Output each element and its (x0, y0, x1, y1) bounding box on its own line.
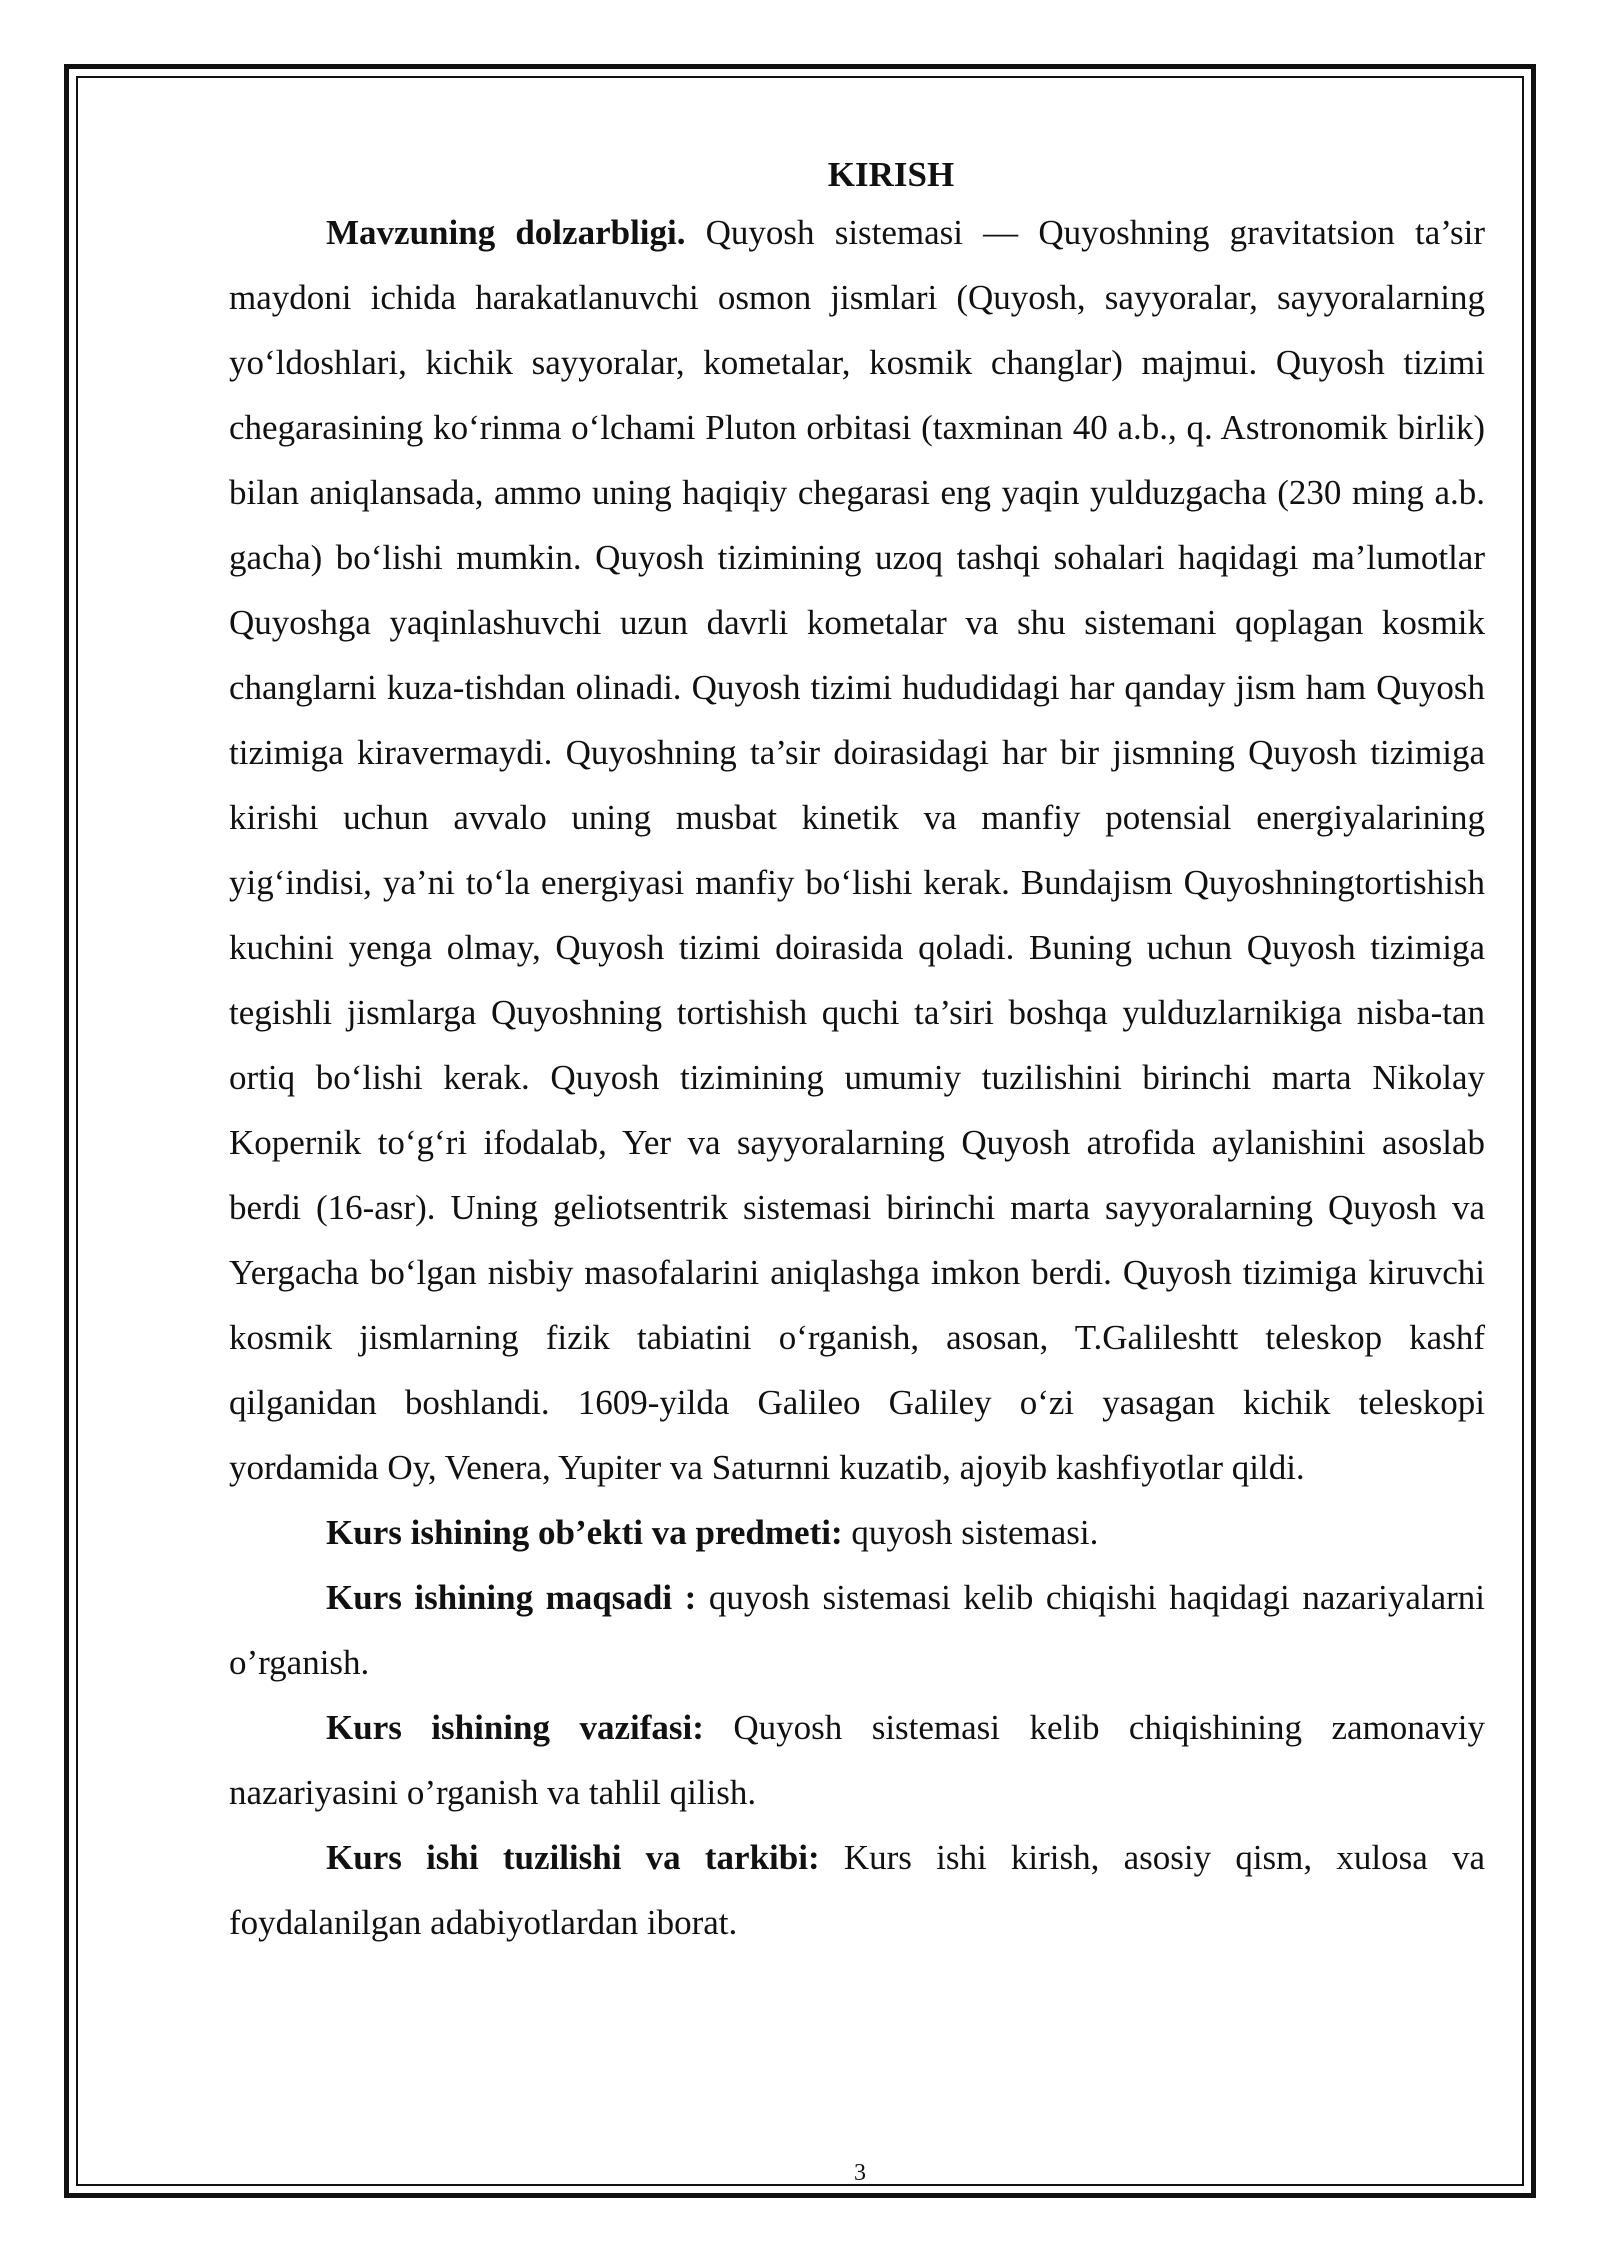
paragraph-text: Quyosh sistemasi kelib chiqishining zamonaviy nazariyasini o’rganish va tahlil qilish. (229, 1708, 1485, 1812)
paragraph-text: Quyosh sistemasi — Quyoshning gravitatsion ta’sir maydoni ichida harakatlanuvchi osmon jismlari (Quyosh, sayyoralar, sayyoralarning yo‘ldoshlari, kichik sayyoralar, kometalar, kosmik changlar) majmui. Quyosh tizimi chegarasining ko‘rinma o‘lchami Pluton orbitasi (taxminan 40 a.b., q. Astronomik birlik) bilan aniqlansada, ammo uning haqiqiy chegarasi eng yaqin yulduzgacha (230 ming a.b. gacha) bo‘lishi mumkin. Quyosh tizimining uzoq tashqi sohalari haqidagi ma’lumotlar Quyoshga yaqinlashuvchi uzun davrli kometalar va shu sistemani qoplagan kosmik changlarni kuza-tishdan olinadi. Quyosh tizimi hududidagi har qanday jism ham Quyosh tizimiga kiravermaydi. Quyoshning ta’sir doirasidagi har bir jismning Quyosh tizimiga kirishi uchun avvalo uning musbat kinetik va manfiy potensial energiyalarining yig‘indisi, ya’ni to‘la energiyasi manfiy bo‘lishi kerak. Bundajism Quyoshningtortishish kuchini yenga olmay, Quyosh tizimi doirasida qoladi. Buning uchun Quyosh tizimiga tegishli jismlarga Quyoshning tortishish quchi ta’siri boshqa yulduzlarnikiga nisba-tan ortiq bo‘lishi kerak. Quyosh tizimining umumiy tuzilishini birinchi marta Nikolay Kopernik to‘g‘ri ifodalab, Yer va sayyoralarning Quyosh atrofida aylanishini asoslab berdi (16-asr). Uning geliotsentrik sistemasi birinchi marta sayyoralarning Quyosh va Yergacha bo‘lgan nisbiy masofalarini aniqlashga imkon berdi. Quyosh tizimiga kiruvchi kosmik jismlarning fizik tabiatini o‘rganish, asosan, T.Galileshtt teleskop kashf qilganidan boshlandi. 1609-yilda Galileo Galiley o‘zi yasagan kichik teleskopi yordamida Oy, Venera, Yupiter va Saturnni kuzatib, ajoyib kashfiyotlar qildi. (229, 213, 1485, 1487)
paragraph-lead: Kurs ishining vazifasi: (326, 1708, 704, 1747)
paragraph-relevance (229, 200, 1485, 1500)
page-number: 3 (854, 2160, 866, 2186)
paragraph-goal (229, 1565, 1485, 1695)
paragraph-lead: Kurs ishining ob’ekti va predmeti: (326, 1513, 843, 1552)
paragraph-structure (229, 1825, 1485, 1955)
paragraph-lead: Kurs ishi tuzilishi va tarkibi: (326, 1838, 820, 1877)
page-content (229, 150, 1485, 1955)
paragraph-text: Kurs ishi kirish, asosiy qism, xulosa va foydalanilgan adabiyotlardan iborat. (229, 1838, 1485, 1942)
section-heading: KIRISH (827, 155, 955, 194)
paragraph-task (229, 1695, 1485, 1825)
paragraph-object (229, 1500, 1485, 1565)
paragraph-text: quyosh sistemasi kelib chiqishi haqidagi nazariyalarni o’rganish. (229, 1578, 1485, 1682)
paragraph-lead: Kurs ishining maqsadi : (326, 1578, 697, 1617)
paragraph-text: quyosh sistemasi. (842, 1513, 1099, 1552)
paragraph-lead: Mavzuning dolzarbligi. (326, 213, 686, 252)
